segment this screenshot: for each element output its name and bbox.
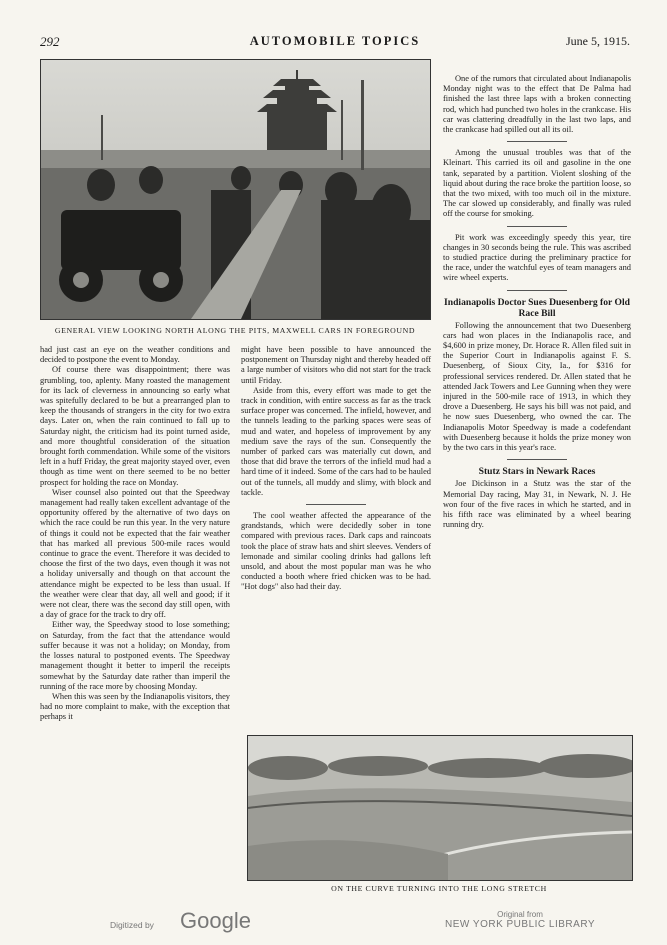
paragraph: One of the rumors that circulated about Indianapolis Monday night was to the effect that De Palma had finished the last three laps with a broken connecting rod, which had punched two holes in the crankcase. His car was clattering dreadfully in the last two laps, and the crankcase had spilled out all its oil.: [443, 74, 631, 135]
paragraph: Wiser counsel also pointed out that the Speedway management had really taken excellent advantage of the opportunity offered by the alternative of two days on which the race could be run this year. In the very nature of things it could not be expected that the fair weather that has marked all previous 500-mile races would continue to grace the event. Therefore it was decided to choose the first of the two days, even though it was not a holiday universally and though on that account the attendance might be expected to be less than usual. If the weather were clear that day, all well and good; if it were not clear, there was the second day still open, with a day of grace for the track to dry off.: [40, 487, 230, 620]
library-name: NEW YORK PUBLIC LIBRARY: [444, 919, 596, 930]
masthead: AUTOMOBILE TOPICS: [249, 34, 421, 48]
paragraph: Aside from this, every effort was made to get the track in condition, with entire success as far as the track surface proper was concerned. The infield, however, and the tunnels leading to the parking spaces were seas of mud and water, and hopeless of improvement by any medium save the rays of the sun. Consequently the number of parked cars was materially cut down, and those that did brave the terrors of the infield mud had a hard time of it indeed. Some of the cars had to be hauled out of the tunnels, all muddy and slimy, with block and tackle.: [241, 385, 431, 497]
track-curve-photo: [247, 735, 633, 881]
section-divider: [507, 459, 567, 460]
section-divider: [507, 290, 567, 291]
paragraph: Either way, the Speedway stood to lose something; on Saturday, from the fact that the attendance would suffer because it was not a holiday; on Monday, from the losses natural to postponed events. The Speedway management thought it better to imperil the receipts somewhat by the Saturday date rather than imperil the running of the race more by choosing Monday.: [40, 620, 230, 691]
photo1-caption: GENERAL VIEW LOOKING NORTH ALONG THE PITS, MAXWELL CARS IN FOREGROUND: [54, 326, 416, 335]
paragraph: might have been possible to have announced the postponement on Thursday night and thereby headed off a large number of visitors who did not start for the track until Friday.: [241, 345, 431, 385]
column-middle: [241, 345, 431, 593]
paragraph: had just cast an eye on the weather conditions and decided to postpone the event to Monday.: [40, 345, 230, 365]
paragraph: Following the announcement that two Duesenberg cars had won places in the Indianapolis race, and $4,600 in prize money, Dr. Horace R. Allen filed suit in the Superior Court in Indianapolis against F. S. Duesenberg, of Sioux City, Ia., for $316 for professional services rendered. Dr. Allen stated that he attended Jack Towers and Lee Gunning when they were injured in the 500-mile race of 1913, in which they drove a Duesenberg. He says his bill was not paid, and he now sues Duesenberg, who owned the car. The Indianapolis Motor Speedway is made a codefendant with Duesenberg because it holds the prize money won by the two cars in this year's race.: [443, 320, 631, 453]
paragraph: Pit work was exceedingly speedy this year, tire changes in 30 seconds being the rule. This was ascribed to studied practice during the preliminary practice for the race, under the watchful eyes of team managers and wire wheel experts.: [443, 232, 631, 283]
digitization-footer: [0, 908, 667, 938]
column-right: [443, 74, 631, 530]
photo2-caption: ON THE CURVE TURNING INTO THE LONG STRETCH: [331, 884, 547, 893]
issue-date: June 5, 1915.: [566, 34, 630, 48]
digitized-by-label: Digitized by: [110, 920, 154, 930]
paragraph: Joe Dickinson in a Stutz was the star of the Memorial Day racing, May 31, in Newark, N. J. He won four of the five races in which he started, and in his fifth race was eliminated by a wheel bearing running dry.: [443, 479, 631, 530]
library-credit: [430, 910, 610, 930]
section-divider: [507, 226, 567, 227]
column-left: [40, 345, 230, 723]
article-headline: Indianapolis Doctor Sues Duesenberg for Old Race Bill: [444, 296, 630, 319]
page-header: [40, 34, 630, 54]
paragraph: Of course there was disappointment; there was grumbling, too, aplenty. Many roasted the management for its lack of cleverness in announcing so early what was spitefully declared to be but a prearranged plan to keep the thousands of strangers in the city for two extra days. Later on, when the rain continued to fall up to Saturday night, the criticism had its point turned aside, and more thoughtful consideration of the situation brought forth commendation. While some of the visitors left in a huff Friday, the great majority stayed over, even though as time went on there seemed to be no better prospect for holding the race on Monday.: [40, 365, 230, 487]
section-divider: [306, 504, 366, 505]
article-headline: Stutz Stars in Newark Races: [478, 466, 596, 478]
original-from-label: Original from: [497, 910, 543, 919]
paragraph: Among the unusual troubles was that of the Kleinart. This carried its oil and gasoline in the one tank, separated by a partition. Violent sloshing of the liquid about during the race broke the partition loose, so that the two mixed, with too much oil in the mixture. The car slowed up considerably, and finally was ruled off the course for smoking.: [443, 148, 631, 219]
pits-photo: [40, 59, 431, 320]
paragraph: The cool weather affected the appearance of the grandstands, which were decidedly sober in tone compared with previous races. Dark caps and raincoats took the place of straw hats and shirt sleeves. Venders of lemonade and similar cooling drinks had gallons left unsold, and about the most popular man was he who conducted a booth where fried chicken was to be had. "Hot dogs" also had their day.: [241, 511, 431, 592]
page-number: 292: [40, 34, 60, 49]
section-divider: [507, 141, 567, 142]
paragraph: When this was seen by the Indianapolis visitors, they had no more complaint to make, with the exception that perhaps it: [40, 691, 230, 722]
google-logo: Google: [180, 908, 251, 933]
